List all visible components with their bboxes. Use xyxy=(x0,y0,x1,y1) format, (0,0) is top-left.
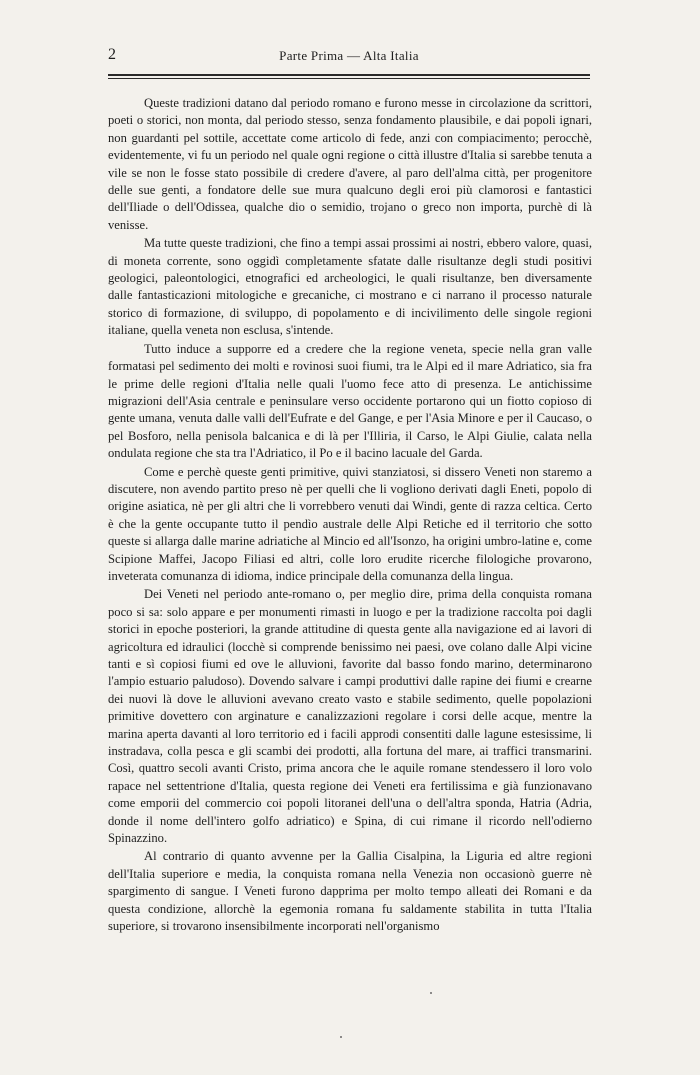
paper-speck xyxy=(340,1036,342,1038)
paragraph: Come e perchè queste genti primitive, quivi stanziatosi, si dissero Veneti non staremo a discutere, non avendo partito preso nè per quelli che li vogliono derivati dagli Eneti, popolo di origine asiatica, nè per gli altri che li vorrebbero venuti dai Windi, gente di razza celtica. Certo è che la gente occupante tutto il pendìo australe delle Alpi Retiche ed il territorio che sotto queste si allarga dalle marine adriatiche al Mincio ed all'Isonzo, ha origini umbro-latine e, come Scipione Maffei, Jacopo Filiasi ed altri, colle loro erudite ricerche filologiche provarono, inveterata comunanza di idioma, indice principale della comunanza della lingua. xyxy=(108,464,592,583)
paragraph: Al contrario di quanto avvenne per la Gallia Cisalpina, la Liguria ed altre regioni dell'Italia superiore e media, la conquista romana nella Venezia non occasionò guerre nè spargimento di sangue. I Veneti furono dapprima per molto tempo alleati dei Romani e da questa condizione, allorchè la egemonia romana fu saldamente stabilita in tutta l'Italia superiore, si trovarono insensibilmente incorporati nell'organismo xyxy=(108,849,592,934)
paragraph: Dei Veneti nel periodo ante-romano o, per meglio dire, prima della conquista romana poco si sa: solo appare e per monumenti rimasti in luogo e per la tradizione raccolta poi dagli storici in epoche posteriori, la grande attitudine di questa gente alla navigazione ed ai lavori di agricoltura ed idraulici (locchè si comprende benissimo nei paesi, ove colano dalle Alpi vicine tanti e sì copiosi fiumi ed ove le alluvioni, favorite dal basso fondo marino, determinarono l'ampio estuario paludoso). Dovendo salvare i campi produttivi dalle rapine dei fiumi e crearne dei nuovi là dove le alluvioni avevano creato vasto e stabile sedimento, quelle popolazioni primitive dovettero con arginature e canalizzazioni regolare i corsi delle acque, mentre la marina aperta davanti al loro territorio ed i facili approdi consentiti dalle lagune estesissime, li instradava, colla pesca e gli scambi dei prodotti, alla fortuna del mare, ai traffici transmarini. Così, quattro secoli avanti Cristo, prima ancora che le aquile romane stendessero il loro volo rapace nel settentrione d'Italia, questa regione dei Veneti era fertilissima e già funzionavano come emporii del commercio coi popoli litoranei dell'una o dell'altra sponda, Hatria (Adria, donde il nome dell'intero golfo adriatico) e Spina, di cui rimane il ricordo nell'odierno Spinazzino. xyxy=(108,587,592,846)
paragraph: Queste tradizioni datano dal periodo romano e furono messe in circolazione da scrittori, poeti o storici, non monta, dal periodo stesso, senza fondamento plausibile, e dai popoli ignari, non guardanti pel sottile, accettate come articolo di fede, anzi con compiacimento; perocchè, evidentemente, vi fu un periodo nel quale ogni regione o città illustre d'Italia si sarebbe tenuta a vile se non le fosse stato possibile di credere d'avere, al paro dell'alma città, per progenitore delle sue genti, a fondatore delle sue mura qualcuno degli eroi più clamorosi e fantastici dell'Iliade o dell'Odissea, qualche dio o semidio, trojano o greco non importa, purchè di là venisse. xyxy=(108,96,592,232)
paragraph: Ma tutte queste tradizioni, che fino a tempi assai prossimi ai nostri, ebbero valore, quasi, di moneta corrente, sono oggidì completamente sfatate dalle risultanze degli studi positivi geologici, paleontologici, etnografici ed archeologici, le quali risultanze, ben diversamente dalle fantasticazioni mitologiche e grecaniche, ci mostrano e ci narrano il processo naturale storico di formazione, di sviluppo, di popolamento e di incivilimento delle singole regioni italiane, quella veneta non esclusa, s'intende. xyxy=(108,236,592,338)
running-title: Parte Prima — Alta Italia xyxy=(279,48,419,63)
page-header xyxy=(108,46,590,68)
page-number: 2 xyxy=(108,46,117,63)
body-text xyxy=(108,95,592,937)
header-rule xyxy=(108,74,590,79)
paper-speck xyxy=(430,992,432,994)
paragraph: Tutto induce a supporre ed a credere che la regione veneta, specie nella gran valle formatasi pel sedimento dei molti e rovinosi suoi fiumi, tra le Alpi ed il mare Adriatico, sia fra le prime delle regioni d'Italia nelle quali l'uomo fece atto di presenza. Le antichissime migrazioni dell'Asia centrale e peninsulare verso occidente portarono qui un fiotto copioso di gente umana, venuta dalle valli dell'Eufrate e del Gange, e per l'Asia Minore e per il Caucaso, o pel Bosforo, nella penisola balcanica e di là per l'Illiria, il Carso, le Alpi Giulie, calata nella ondulata regione che sta tra l'Adriatico, il Po e il bacino lacuale del Garda. xyxy=(108,341,592,461)
